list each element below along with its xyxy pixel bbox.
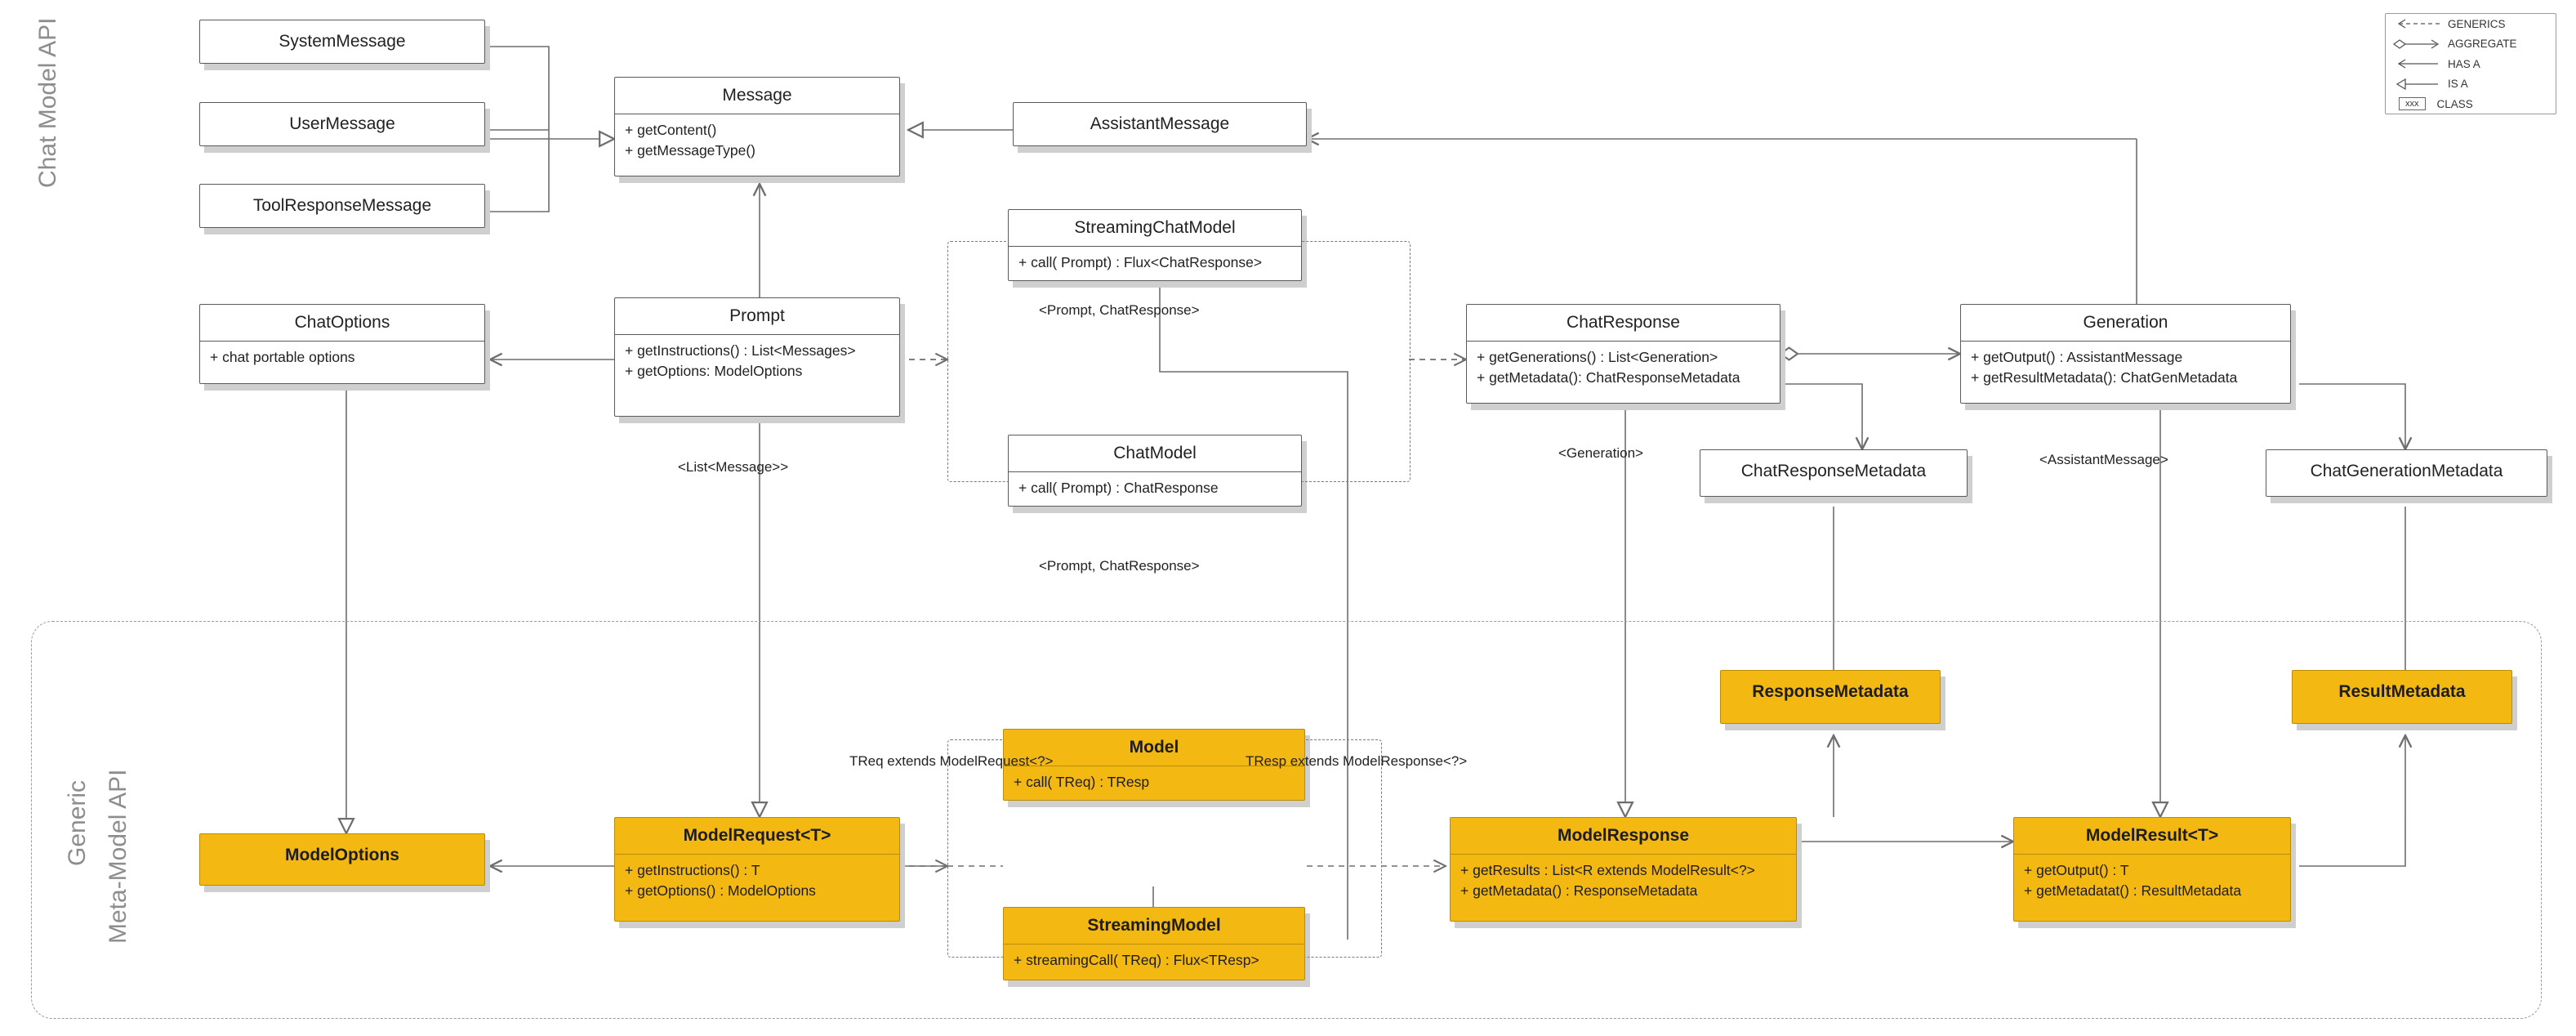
edge-label-prompt-chatresponse-top: <Prompt, ChatResponse> xyxy=(1039,302,1200,318)
node-title: StreamingModel xyxy=(1087,916,1221,935)
edge-label-assistantmessage-generic: <AssistantMessage> xyxy=(2039,452,2168,467)
edge-label-tresp-extends: TResp extends ModelResponse<?> xyxy=(1246,753,1468,769)
node-chat-options[interactable] xyxy=(199,304,485,384)
diamond-arrow-icon xyxy=(2392,35,2443,53)
group-label-generic: Generic xyxy=(64,779,91,866)
node-message[interactable] xyxy=(614,77,900,176)
node-generation[interactable] xyxy=(1960,304,2291,404)
member: + getInstructions() : List<Messages> xyxy=(625,342,856,359)
node-members xyxy=(1009,471,1301,505)
node-streaming-model[interactable] xyxy=(1003,907,1305,980)
node-title: Prompt xyxy=(729,306,785,325)
member: + call( Prompt) : Flux<ChatResponse> xyxy=(1018,254,1263,270)
legend-label: GENERICS xyxy=(2448,17,2506,30)
node-members xyxy=(2014,854,2290,909)
legend-row-class xyxy=(2386,94,2556,114)
legend-row-is-a xyxy=(2386,74,2556,95)
legend-label: CLASS xyxy=(2436,97,2473,110)
node-model-result[interactable] xyxy=(2013,817,2291,922)
node-prompt[interactable] xyxy=(614,297,900,417)
member: + getOutput() : AssistantMessage xyxy=(1971,349,2183,365)
node-members xyxy=(1467,341,1780,395)
member: + getMessageType() xyxy=(625,142,756,159)
member: + streamingCall( TReq) : Flux<TResp> xyxy=(1014,952,1259,968)
node-streaming-chat-model[interactable] xyxy=(1008,209,1302,281)
node-title: Message xyxy=(722,86,792,105)
node-chat-response-metadata[interactable] xyxy=(1700,449,1968,497)
member: + getOptions: ModelOptions xyxy=(625,363,803,380)
node-members xyxy=(1009,246,1301,279)
node-title: ModelResponse xyxy=(1557,826,1690,845)
member: + getResults : List<R extends ModelResult<?> xyxy=(1460,862,1755,878)
node-chat-generation-metadata[interactable] xyxy=(2266,449,2547,497)
edge-label-generation-generic: <Generation> xyxy=(1558,445,1643,461)
node-title: ChatGenerationMetadata xyxy=(2310,462,2503,480)
member: + getResultMetadata(): ChatGenMetadata xyxy=(1971,369,2238,386)
hollow-triangle-arrow-icon xyxy=(2392,75,2443,93)
node-members xyxy=(200,341,484,374)
node-members xyxy=(1961,341,2290,395)
node-model-request[interactable] xyxy=(614,817,900,922)
class-box-icon: xxx xyxy=(2399,97,2426,110)
legend-row-aggregate xyxy=(2386,34,2556,55)
member: + getGenerations() : List<Generation> xyxy=(1477,349,1718,365)
node-title: ChatModel xyxy=(1113,444,1197,462)
legend-label: IS A xyxy=(2448,78,2468,91)
legend-label: AGGREGATE xyxy=(2448,38,2517,51)
member: + getOutput() : T xyxy=(2024,862,2129,878)
node-title: ResultMetadata xyxy=(2338,682,2466,701)
group-label-meta-model-api: Meta-Model API xyxy=(105,769,131,944)
node-chat-model[interactable] xyxy=(1008,435,1302,507)
node-members xyxy=(615,334,899,389)
member: + chat portable options xyxy=(210,349,355,365)
node-model-response[interactable] xyxy=(1450,817,1797,922)
node-tool-response-message[interactable] xyxy=(199,184,485,228)
node-members xyxy=(615,114,899,168)
member: + call( Prompt) : ChatResponse xyxy=(1018,480,1219,496)
legend-row-has-a xyxy=(2386,54,2556,74)
node-result-metadata[interactable] xyxy=(2292,670,2512,724)
node-title: ToolResponseMessage xyxy=(252,196,432,215)
node-title: AssistantMessage xyxy=(1090,114,1230,133)
node-assistant-message[interactable] xyxy=(1013,102,1307,146)
member: + call( TReq) : TResp xyxy=(1014,774,1150,790)
node-user-message[interactable] xyxy=(199,102,485,146)
node-title: ChatOptions xyxy=(294,313,390,332)
edge-label-treq-extends: TReq extends ModelRequest<?> xyxy=(849,753,1054,769)
node-members xyxy=(1451,854,1796,909)
legend-label: HAS A xyxy=(2448,57,2480,70)
member: + getContent() xyxy=(625,122,717,138)
node-title: ChatResponse xyxy=(1567,313,1680,332)
node-title: ModelOptions xyxy=(285,846,399,864)
node-title: UserMessage xyxy=(289,114,395,133)
dashed-open-arrow-icon xyxy=(2392,15,2443,33)
node-title: Model xyxy=(1129,738,1179,757)
node-title: StreamingChatModel xyxy=(1074,218,1236,237)
node-chat-response[interactable] xyxy=(1466,304,1780,404)
member: + getInstructions() : T xyxy=(625,862,760,878)
node-title: ResponseMetadata xyxy=(1752,682,1909,701)
node-title: ModelRequest<T> xyxy=(683,826,831,845)
member: + getMetadata(): ChatResponseMetadata xyxy=(1477,369,1740,386)
solid-arrow-icon xyxy=(2392,55,2443,73)
member: + getMetadatat() : ResultMetadata xyxy=(2024,882,2242,900)
group-label-chat-model-api: Chat Model API xyxy=(34,17,61,188)
member: + getOptions() : ModelOptions xyxy=(625,882,816,900)
node-title: ModelResult<T> xyxy=(2085,826,2219,845)
node-members xyxy=(615,854,899,909)
node-model-options[interactable] xyxy=(199,833,485,886)
node-system-message[interactable] xyxy=(199,20,485,64)
edge-label-list-message: <List<Message>> xyxy=(678,459,789,475)
edge-label-prompt-chatresponse-bottom: <Prompt, ChatResponse> xyxy=(1039,558,1200,574)
node-title: Generation xyxy=(2083,313,2168,332)
node-members xyxy=(1004,766,1304,799)
node-title: ChatResponseMetadata xyxy=(1740,462,1927,480)
node-title: SystemMessage xyxy=(279,32,406,51)
node-response-metadata[interactable] xyxy=(1720,670,1941,724)
legend xyxy=(2385,13,2556,114)
node-members xyxy=(1004,944,1304,977)
member: + getMetadata() : ResponseMetadata xyxy=(1460,882,1698,900)
legend-row-generics xyxy=(2386,14,2556,34)
